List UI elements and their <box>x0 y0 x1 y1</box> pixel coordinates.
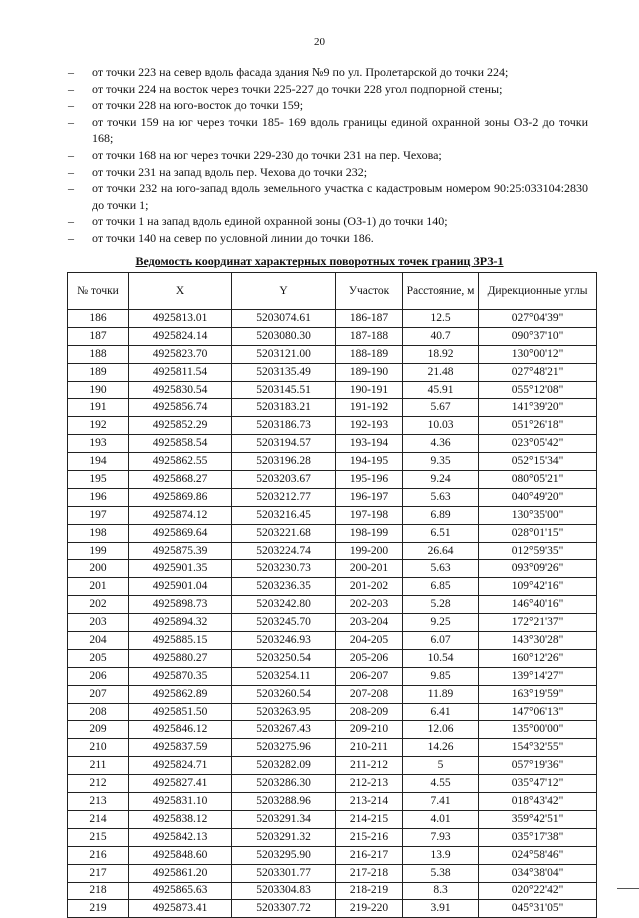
table-row <box>68 578 597 596</box>
header-y: Y <box>232 273 336 310</box>
cell-y: 5203301.77 <box>232 864 336 882</box>
cell-point-number: 211 <box>68 757 129 775</box>
cell-y: 5203080.30 <box>232 327 336 345</box>
table-header-row <box>68 273 597 310</box>
cell-y: 5203224.74 <box>232 542 336 560</box>
dash-marker: – <box>68 181 74 196</box>
cell-point-number: 210 <box>68 739 129 757</box>
table-row <box>68 363 597 381</box>
table-row <box>68 864 597 882</box>
cell-y: 5203291.34 <box>232 810 336 828</box>
table-row <box>68 900 597 918</box>
table-title: Ведомость координат характерных поворотных точек границ ЗРЗ-1 <box>135 254 504 268</box>
cell-distance: 7.93 <box>403 828 479 846</box>
cell-y: 5203304.83 <box>232 882 336 900</box>
cell-segment: 196-197 <box>336 488 403 506</box>
cell-distance: 21.48 <box>403 363 479 381</box>
cell-distance: 5.67 <box>403 399 479 417</box>
cell-direction-angle: 035°17'38" <box>479 828 597 846</box>
bullet-text: от точки 224 на восток через точки 225-227 до точки 228 угол подпорной стены; <box>92 81 503 96</box>
cell-direction-angle: 027°04'39" <box>479 310 597 328</box>
table-row <box>68 828 597 846</box>
cell-distance: 40.7 <box>403 327 479 345</box>
cell-x: 4925880.27 <box>129 649 232 667</box>
cell-direction-angle: 024°58'46" <box>479 846 597 864</box>
bullet-text: от точки 1 на запад вдоль единой охранной зоны (ОЗ-1) до точки 140; <box>92 214 448 229</box>
cell-point-number: 195 <box>68 471 129 489</box>
cell-segment: 208-209 <box>336 703 403 721</box>
cell-x: 4925870.35 <box>129 667 232 685</box>
bullet-item <box>68 164 588 181</box>
cell-x: 4925861.20 <box>129 864 232 882</box>
cell-x: 4925898.73 <box>129 596 232 614</box>
bullet-text: от точки 232 на юго-запад вдоль земельного участка с кадастровым номером 90:25:033104:2830 до точки 1; <box>92 181 588 212</box>
cell-segment: 190-191 <box>336 381 403 399</box>
cell-y: 5203254.11 <box>232 667 336 685</box>
cell-distance: 3.91 <box>403 900 479 918</box>
cell-distance: 6.07 <box>403 632 479 650</box>
cell-y: 5203194.57 <box>232 435 336 453</box>
cell-y: 5203221.68 <box>232 524 336 542</box>
cell-distance: 10.03 <box>403 417 479 435</box>
cell-direction-angle: 141°39'20" <box>479 399 597 417</box>
cell-y: 5203186.73 <box>232 417 336 435</box>
bullet-item <box>68 230 588 247</box>
table-row <box>68 560 597 578</box>
bullet-item <box>68 81 588 98</box>
table-body <box>68 310 597 918</box>
cell-y: 5203246.93 <box>232 632 336 650</box>
cell-segment: 217-218 <box>336 864 403 882</box>
cell-direction-angle: 012°59'35" <box>479 542 597 560</box>
cell-x: 4925824.14 <box>129 327 232 345</box>
table-row <box>68 703 597 721</box>
cell-x: 4925869.86 <box>129 488 232 506</box>
bullet-item <box>68 114 588 147</box>
table-row <box>68 775 597 793</box>
table-row <box>68 721 597 739</box>
cell-distance: 45.91 <box>403 381 479 399</box>
table-row <box>68 310 597 328</box>
cell-segment: 192-193 <box>336 417 403 435</box>
cell-y: 5203183.21 <box>232 399 336 417</box>
cell-point-number: 207 <box>68 685 129 703</box>
bullet-text: от точки 140 на север по условной линии до точки 186. <box>92 230 374 245</box>
cell-distance: 6.51 <box>403 524 479 542</box>
cell-point-number: 193 <box>68 435 129 453</box>
cell-y: 5203260.54 <box>232 685 336 703</box>
cell-x: 4925865.63 <box>129 882 232 900</box>
bullet-text: от точки 223 на север вдоль фасада здания №9 по ул. Пролетарской до точки 224; <box>92 65 509 79</box>
cell-segment: 211-212 <box>336 757 403 775</box>
cell-x: 4925873.41 <box>129 900 232 918</box>
cell-distance: 9.25 <box>403 614 479 632</box>
cell-segment: 187-188 <box>336 327 403 345</box>
cell-segment: 206-207 <box>336 667 403 685</box>
cell-direction-angle: 163°19'59" <box>479 685 597 703</box>
cell-direction-angle: 023°05'42" <box>479 435 597 453</box>
cell-distance: 9.85 <box>403 667 479 685</box>
cell-segment: 197-198 <box>336 506 403 524</box>
table-row <box>68 471 597 489</box>
cell-point-number: 208 <box>68 703 129 721</box>
table-row <box>68 757 597 775</box>
cell-y: 5203245.70 <box>232 614 336 632</box>
cell-segment: 194-195 <box>336 453 403 471</box>
cell-segment: 210-211 <box>336 739 403 757</box>
cell-point-number: 190 <box>68 381 129 399</box>
cell-direction-angle: 057°19'36" <box>479 757 597 775</box>
cell-y: 5203286.30 <box>232 775 336 793</box>
cell-x: 4925846.12 <box>129 721 232 739</box>
cell-x: 4925848.60 <box>129 846 232 864</box>
cell-point-number: 187 <box>68 327 129 345</box>
table-row <box>68 453 597 471</box>
cell-y: 5203267.43 <box>232 721 336 739</box>
cell-y: 5203216.45 <box>232 506 336 524</box>
bullet-item <box>68 147 588 164</box>
cell-x: 4925901.04 <box>129 578 232 596</box>
table-row <box>68 614 597 632</box>
table-row <box>68 345 597 363</box>
cell-segment: 202-203 <box>336 596 403 614</box>
table-row <box>68 524 597 542</box>
cell-direction-angle: 135°00'00" <box>479 721 597 739</box>
cell-x: 4925862.55 <box>129 453 232 471</box>
cell-y: 5203135.49 <box>232 363 336 381</box>
cell-distance: 14.26 <box>403 739 479 757</box>
cell-distance: 9.35 <box>403 453 479 471</box>
cell-x: 4925838.12 <box>129 810 232 828</box>
cell-direction-angle: 035°47'12" <box>479 775 597 793</box>
dash-marker: – <box>68 230 74 245</box>
corner-mark <box>617 888 639 889</box>
cell-direction-angle: 080°05'21" <box>479 471 597 489</box>
bullet-text: от точки 228 на юго-восток до точки 159; <box>92 98 304 113</box>
cell-point-number: 209 <box>68 721 129 739</box>
header-segment: Участок <box>336 273 403 310</box>
cell-distance: 6.41 <box>403 703 479 721</box>
cell-segment: 214-215 <box>336 810 403 828</box>
table-row <box>68 596 597 614</box>
cell-x: 4925885.15 <box>129 632 232 650</box>
cell-y: 5203236.35 <box>232 578 336 596</box>
cell-segment: 205-206 <box>336 649 403 667</box>
table-row <box>68 882 597 900</box>
cell-direction-angle: 160°12'26" <box>479 649 597 667</box>
cell-direction-angle: 109°42'16" <box>479 578 597 596</box>
cell-segment: 191-192 <box>336 399 403 417</box>
coordinates-table <box>67 272 597 918</box>
cell-distance: 9.24 <box>403 471 479 489</box>
cell-segment: 215-216 <box>336 828 403 846</box>
cell-point-number: 215 <box>68 828 129 846</box>
cell-point-number: 206 <box>68 667 129 685</box>
cell-direction-angle: 052°15'34" <box>479 453 597 471</box>
bullet-item <box>68 180 588 213</box>
cell-y: 5203121.00 <box>232 345 336 363</box>
cell-segment: 219-220 <box>336 900 403 918</box>
cell-y: 5203242.80 <box>232 596 336 614</box>
table-row <box>68 739 597 757</box>
cell-y: 5203291.32 <box>232 828 336 846</box>
cell-direction-angle: 055°12'08" <box>479 381 597 399</box>
cell-segment: 200-201 <box>336 560 403 578</box>
dash-marker: – <box>68 81 74 96</box>
cell-distance: 10.54 <box>403 649 479 667</box>
cell-distance: 13.9 <box>403 846 479 864</box>
cell-point-number: 191 <box>68 399 129 417</box>
cell-direction-angle: 040°49'20" <box>479 488 597 506</box>
cell-direction-angle: 018°43'42" <box>479 793 597 811</box>
cell-x: 4925851.50 <box>129 703 232 721</box>
cell-y: 5203282.09 <box>232 757 336 775</box>
dash-marker: – <box>68 214 74 229</box>
cell-y: 5203288.96 <box>232 793 336 811</box>
table-row <box>68 632 597 650</box>
cell-point-number: 189 <box>68 363 129 381</box>
cell-y: 5203307.72 <box>232 900 336 918</box>
cell-segment: 203-204 <box>336 614 403 632</box>
cell-y: 5203263.95 <box>232 703 336 721</box>
bullet-text: от точки 231 на запад вдоль пер. Чехова до точки 232; <box>92 164 368 179</box>
header-direction-angle: Дирекционные углы <box>479 273 597 310</box>
cell-distance: 5 <box>403 757 479 775</box>
cell-y: 5203230.73 <box>232 560 336 578</box>
cell-x: 4925852.29 <box>129 417 232 435</box>
cell-y: 5203203.67 <box>232 471 336 489</box>
cell-direction-angle: 130°35'00" <box>479 506 597 524</box>
cell-direction-angle: 093°09'26" <box>479 560 597 578</box>
cell-point-number: 186 <box>68 310 129 328</box>
table-row <box>68 667 597 685</box>
table-row <box>68 417 597 435</box>
table-row <box>68 793 597 811</box>
page-number: 20 <box>314 36 325 48</box>
cell-point-number: 198 <box>68 524 129 542</box>
cell-segment: 186-187 <box>336 310 403 328</box>
cell-direction-angle: 154°32'55" <box>479 739 597 757</box>
cell-point-number: 192 <box>68 417 129 435</box>
cell-segment: 193-194 <box>336 435 403 453</box>
cell-distance: 7.41 <box>403 793 479 811</box>
cell-distance: 4.55 <box>403 775 479 793</box>
cell-distance: 11.89 <box>403 685 479 703</box>
cell-y: 5203275.96 <box>232 739 336 757</box>
cell-x: 4925869.64 <box>129 524 232 542</box>
table-row <box>68 381 597 399</box>
cell-x: 4925868.27 <box>129 471 232 489</box>
cell-x: 4925874.12 <box>129 506 232 524</box>
table-row <box>68 542 597 560</box>
cell-point-number: 188 <box>68 345 129 363</box>
cell-x: 4925894.32 <box>129 614 232 632</box>
cell-distance: 5.63 <box>403 488 479 506</box>
cell-segment: 207-208 <box>336 685 403 703</box>
dash-marker: – <box>68 114 74 129</box>
table-row <box>68 435 597 453</box>
cell-direction-angle: 045°31'05" <box>479 900 597 918</box>
cell-point-number: 197 <box>68 506 129 524</box>
cell-distance: 12.5 <box>403 310 479 328</box>
cell-direction-angle: 034°38'04" <box>479 864 597 882</box>
cell-distance: 6.85 <box>403 578 479 596</box>
cell-direction-angle: 143°30'28" <box>479 632 597 650</box>
cell-direction-angle: 139°14'27" <box>479 667 597 685</box>
cell-segment: 213-214 <box>336 793 403 811</box>
cell-segment: 218-219 <box>336 882 403 900</box>
cell-point-number: 219 <box>68 900 129 918</box>
cell-distance: 26.64 <box>403 542 479 560</box>
cell-point-number: 204 <box>68 632 129 650</box>
cell-x: 4925824.71 <box>129 757 232 775</box>
cell-distance: 4.01 <box>403 810 479 828</box>
cell-y: 5203074.61 <box>232 310 336 328</box>
table-row <box>68 846 597 864</box>
cell-segment: 204-205 <box>336 632 403 650</box>
cell-x: 4925842.13 <box>129 828 232 846</box>
cell-point-number: 216 <box>68 846 129 864</box>
cell-point-number: 212 <box>68 775 129 793</box>
cell-direction-angle: 020°22'42" <box>479 882 597 900</box>
cell-x: 4925858.54 <box>129 435 232 453</box>
header-distance: Расстояние, м <box>403 273 479 310</box>
cell-point-number: 196 <box>68 488 129 506</box>
cell-point-number: 217 <box>68 864 129 882</box>
cell-y: 5203250.54 <box>232 649 336 667</box>
cell-direction-angle: 028°01'15" <box>479 524 597 542</box>
table-row <box>68 488 597 506</box>
dash-marker: – <box>68 147 74 162</box>
cell-distance: 8.3 <box>403 882 479 900</box>
cell-point-number: 200 <box>68 560 129 578</box>
table-row <box>68 327 597 345</box>
dash-marker: – <box>68 65 74 79</box>
cell-x: 4925830.54 <box>129 381 232 399</box>
cell-direction-angle: 359°42'51" <box>479 810 597 828</box>
cell-point-number: 213 <box>68 793 129 811</box>
cell-point-number: 201 <box>68 578 129 596</box>
cell-point-number: 199 <box>68 542 129 560</box>
cell-direction-angle: 051°26'18" <box>479 417 597 435</box>
cell-point-number: 214 <box>68 810 129 828</box>
cell-point-number: 194 <box>68 453 129 471</box>
header-point-number: № точки <box>68 273 129 310</box>
dash-marker: – <box>68 164 74 179</box>
cell-x: 4925875.39 <box>129 542 232 560</box>
header-x: X <box>129 273 232 310</box>
bullet-item <box>68 64 588 81</box>
cell-x: 4925813.01 <box>129 310 232 328</box>
cell-direction-angle: 146°40'16" <box>479 596 597 614</box>
bullet-item <box>68 97 588 114</box>
cell-segment: 216-217 <box>336 846 403 864</box>
cell-point-number: 203 <box>68 614 129 632</box>
cell-distance: 4.36 <box>403 435 479 453</box>
cell-segment: 212-213 <box>336 775 403 793</box>
cell-distance: 5.28 <box>403 596 479 614</box>
cell-x: 4925862.89 <box>129 685 232 703</box>
cell-distance: 12.06 <box>403 721 479 739</box>
bullet-text: от точки 159 на юг через точки 185- 169 вдоль границы единой охранной зоны ОЗ-2 до точки 168; <box>92 114 588 146</box>
cell-distance: 18.92 <box>403 345 479 363</box>
cell-x: 4925837.59 <box>129 739 232 757</box>
cell-segment: 198-199 <box>336 524 403 542</box>
cell-point-number: 218 <box>68 882 129 900</box>
cell-x: 4925823.70 <box>129 345 232 363</box>
cell-y: 5203145.51 <box>232 381 336 399</box>
cell-segment: 195-196 <box>336 471 403 489</box>
cell-y: 5203196.28 <box>232 453 336 471</box>
cell-x: 4925827.41 <box>129 775 232 793</box>
cell-x: 4925811.54 <box>129 363 232 381</box>
cell-direction-angle: 090°37'10" <box>479 327 597 345</box>
table-row <box>68 810 597 828</box>
cell-direction-angle: 130°00'12" <box>479 345 597 363</box>
cell-x: 4925831.10 <box>129 793 232 811</box>
boundary-description-list <box>68 64 588 247</box>
cell-x: 4925856.74 <box>129 399 232 417</box>
table-row <box>68 649 597 667</box>
cell-segment: 199-200 <box>336 542 403 560</box>
table-row <box>68 506 597 524</box>
cell-segment: 189-190 <box>336 363 403 381</box>
cell-y: 5203295.90 <box>232 846 336 864</box>
cell-distance: 5.63 <box>403 560 479 578</box>
cell-distance: 6.89 <box>403 506 479 524</box>
cell-segment: 188-189 <box>336 345 403 363</box>
cell-direction-angle: 027°48'21" <box>479 363 597 381</box>
cell-x: 4925901.35 <box>129 560 232 578</box>
cell-segment: 209-210 <box>336 721 403 739</box>
cell-segment: 201-202 <box>336 578 403 596</box>
cell-y: 5203212.77 <box>232 488 336 506</box>
cell-point-number: 202 <box>68 596 129 614</box>
cell-direction-angle: 147°06'13" <box>479 703 597 721</box>
bullet-item <box>68 213 588 230</box>
cell-direction-angle: 172°21'37" <box>479 614 597 632</box>
bullet-text: от точки 168 на юг через точки 229-230 до точки 231 на пер. Чехова; <box>92 147 442 162</box>
table-row <box>68 685 597 703</box>
table-row <box>68 399 597 417</box>
dash-marker: – <box>68 98 74 113</box>
cell-distance: 5.38 <box>403 864 479 882</box>
cell-point-number: 205 <box>68 649 129 667</box>
